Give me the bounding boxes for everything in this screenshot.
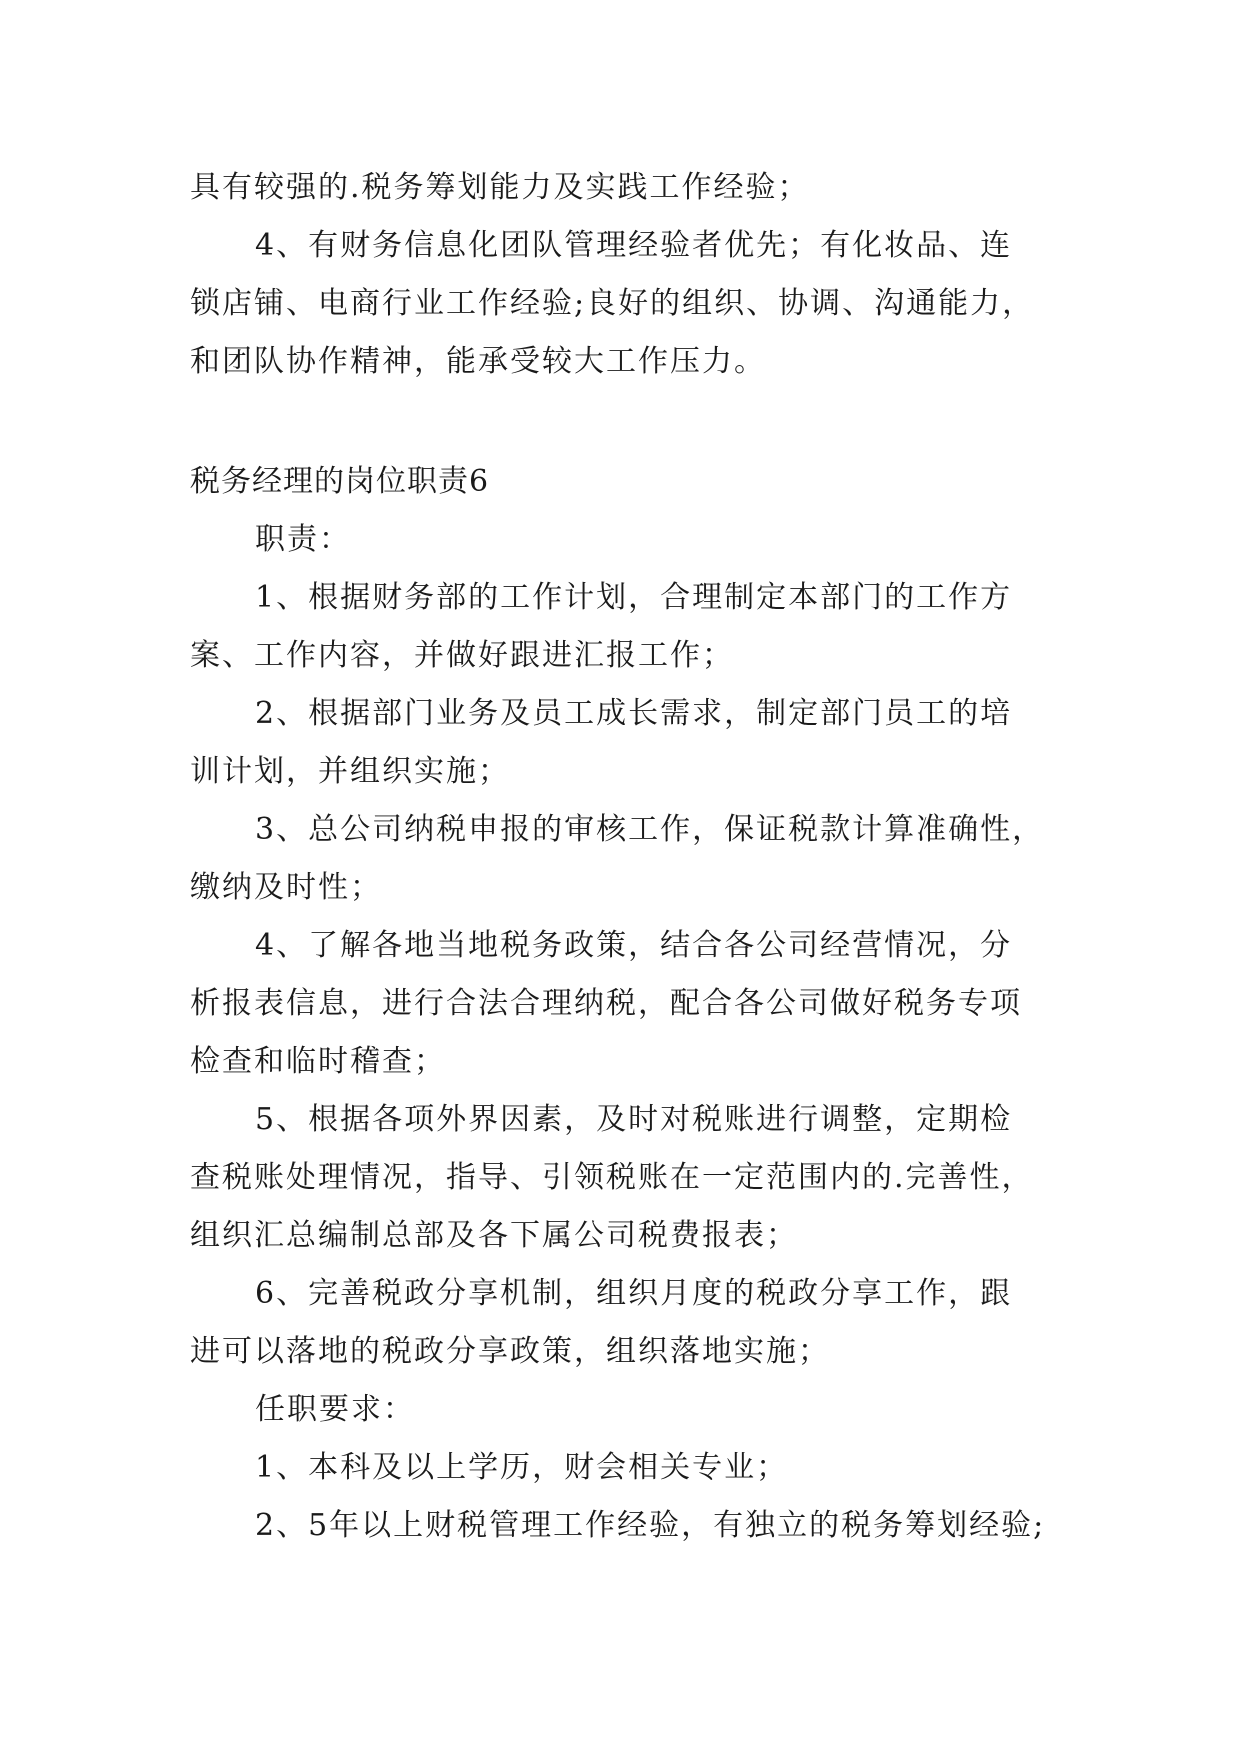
section-title: 税务经理的岗位职责6 [190,464,490,499]
paragraph-line: 3、总公司纳税申报的审核工作，保证税款计算准确性， [255,812,1045,847]
paragraph-line: 组织汇总编制总部及各下属公司税费报表； [190,1218,798,1253]
paragraph-line: 具有较强的.税务筹划能力及实践工作经验； [190,170,810,205]
subheading-requirements: 任职要求： [255,1392,415,1427]
paragraph-line: 6、完善税政分享机制，组织月度的税政分享工作，跟 [255,1276,1013,1311]
paragraph-line: 4、了解各地当地税务政策，结合各公司经营情况，分 [255,928,1013,963]
paragraph-line: 2、5年以上财税管理工作经验，有独立的税务筹划经验; [255,1508,1046,1543]
paragraph-line: 训计划，并组织实施； [190,754,510,789]
paragraph-line: 检查和临时稽查； [190,1044,446,1079]
paragraph-line: 1、本科及以上学历，财会相关专业； [255,1450,789,1485]
paragraph-line: 和团队协作精神，能承受较大工作压力。 [190,344,766,379]
paragraph-line: 缴纳及时性； [190,870,382,905]
subheading-duties: 职责： [255,522,351,557]
paragraph-line: 进可以落地的税政分享政策，组织落地实施； [190,1334,830,1369]
paragraph-line: 2、根据部门业务及员工成长需求，制定部门员工的培 [255,696,1013,731]
paragraph-line: 1、根据财务部的工作计划，合理制定本部门的工作方 [255,580,1013,615]
paragraph-line: 查税账处理情况，指导、引领税账在一定范围内的.完善性， [190,1160,1034,1195]
paragraph-line: 5、根据各项外界因素，及时对税账进行调整，定期检 [255,1102,1013,1137]
paragraph-line: 案、工作内容，并做好跟进汇报工作； [190,638,734,673]
paragraph-line: 4、有财务信息化团队管理经验者优先；有化妆品、连 [255,228,1013,263]
paragraph-line: 析报表信息，进行合法合理纳税，配合各公司做好税务专项 [190,986,1022,1021]
paragraph-line: 锁店铺、电商行业工作经验;良好的组织、协调、沟通能力， [190,286,1035,321]
